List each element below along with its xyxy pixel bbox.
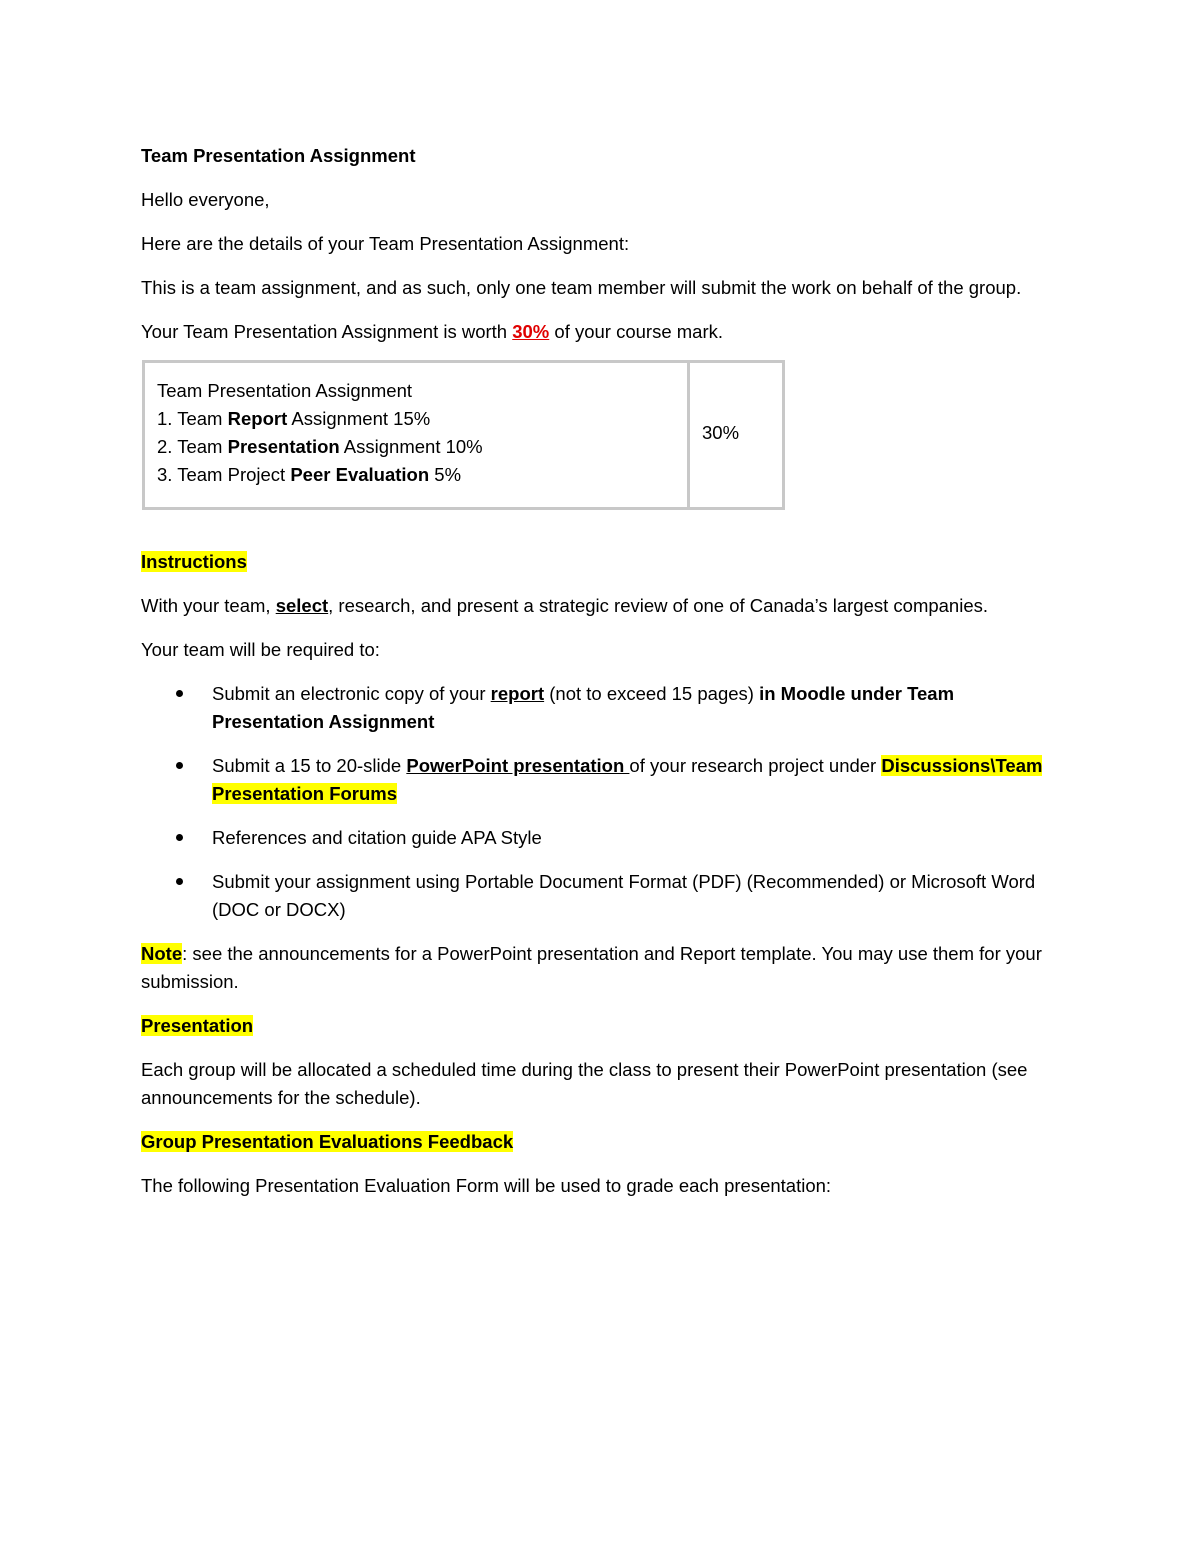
table-cell-total: 30%	[702, 422, 740, 443]
list-item	[141, 752, 1051, 808]
bullet-icon	[176, 834, 183, 841]
requirements-list	[141, 680, 1051, 924]
bullet-text-report: report	[490, 683, 545, 704]
worth-percent: 30%	[512, 321, 550, 342]
document-title: Team Presentation Assignment	[141, 145, 416, 166]
feedback-heading-text: Group Presentation Evaluations Feedback	[141, 1131, 514, 1152]
list-item	[141, 824, 1051, 852]
bullet-text-forums: Discussions\Team Presentation Forums	[212, 755, 1043, 804]
bullet-icon	[176, 762, 183, 769]
instructions-heading-text: Instructions	[141, 551, 247, 572]
bullet-text: Submit an electronic copy of your	[212, 683, 491, 704]
item-suffix: Assignment 15%	[287, 408, 431, 429]
presentation-heading	[141, 1012, 1051, 1040]
worth-paragraph	[141, 318, 1051, 346]
note-paragraph	[141, 940, 1051, 996]
item-prefix: 1. Team	[157, 408, 228, 429]
note-label: Note	[141, 943, 183, 964]
item-bold: Report	[227, 408, 288, 429]
presentation-paragraph: Each group will be allocated a scheduled time during the class to present their PowerPoint presentation (see announcements for the schedule).	[141, 1059, 1028, 1108]
item-bold: Presentation	[227, 436, 340, 457]
list-item	[141, 680, 1051, 736]
bullet-text: Submit a 15 to 20-slide	[212, 755, 407, 776]
item-suffix: Assignment 10%	[339, 436, 483, 457]
bullet-text: of your research project under	[629, 755, 882, 776]
bullet-text-bold: in Moodle under Team Presentation Assignment	[212, 683, 955, 732]
grade-summary-table	[142, 360, 785, 510]
list-item	[141, 868, 1051, 924]
worth-text-after: of your course mark.	[549, 321, 724, 342]
bullet-text: (not to exceed 15 pages)	[544, 683, 760, 704]
table-item-peer-evaluation	[157, 461, 675, 489]
instructions-select-word: select	[275, 595, 329, 616]
table-item-report	[157, 405, 675, 433]
instructions-text-after: , research, and present a strategic review of one of Canada’s largest companies.	[328, 595, 989, 616]
required-paragraph: Your team will be required to:	[141, 639, 380, 660]
bullet-text: Submit your assignment using Portable Document Format (PDF) (Recommended) or Microsoft Word (DOC or DOCX)	[212, 871, 1036, 920]
bullet-text: References and citation guide APA Style	[212, 827, 542, 848]
table-row	[144, 362, 784, 509]
intro-paragraph: Here are the details of your Team Presentation Assignment:	[141, 233, 630, 254]
item-prefix: 3. Team Project	[157, 464, 291, 485]
feedback-heading	[141, 1128, 1051, 1156]
bullet-icon	[176, 690, 183, 697]
worth-text-before: Your Team Presentation Assignment is worth	[141, 321, 513, 342]
instructions-paragraph	[141, 592, 1051, 620]
table-item-presentation	[157, 433, 675, 461]
item-prefix: 2. Team	[157, 436, 228, 457]
document-page	[141, 142, 1051, 1216]
greeting: Hello everyone,	[141, 189, 270, 210]
bullet-icon	[176, 878, 183, 885]
instructions-heading	[141, 548, 1051, 576]
presentation-heading-text: Presentation	[141, 1015, 254, 1036]
note-text: : see the announcements for a PowerPoint presentation and Report template. You may use them for your submission.	[141, 943, 1042, 992]
bullet-text-powerpoint: PowerPoint presentation	[406, 755, 630, 776]
instructions-text-before: With your team,	[141, 595, 276, 616]
feedback-paragraph: The following Presentation Evaluation Form will be used to grade each presentation:	[141, 1175, 832, 1196]
table-heading: Team Presentation Assignment	[157, 380, 413, 401]
table-cell-components	[144, 362, 689, 509]
item-suffix: 5%	[429, 464, 462, 485]
team-note-paragraph: This is a team assignment, and as such, only one team member will submit the work on behalf of the group.	[141, 277, 1022, 298]
item-bold: Peer Evaluation	[290, 464, 430, 485]
